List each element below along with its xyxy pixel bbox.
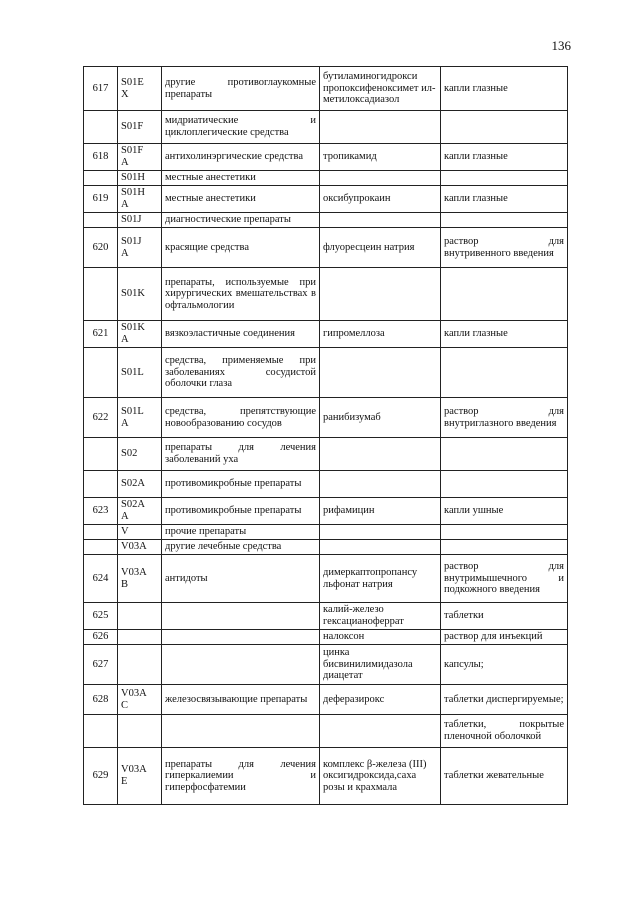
row-number (84, 525, 118, 540)
atc-code: S02A A (118, 498, 162, 525)
group-name: противомикробные препараты (162, 498, 320, 525)
atc-code: S01F (118, 111, 162, 144)
group-name: прочие препараты (162, 525, 320, 540)
dosage-form: таблетки, покрытые пленочной оболочкой (441, 715, 568, 748)
group-name: препараты, используемые при хирургических вмешательствах в офтальмологии (162, 268, 320, 321)
substance-name: цинка бисвинилимидазола диацетат (320, 645, 441, 685)
dosage-form (441, 438, 568, 471)
atc-code: V03A E (118, 748, 162, 805)
dosage-form: таблетки диспергируемые; (441, 685, 568, 715)
row-number: 618 (84, 144, 118, 171)
table-row (84, 471, 568, 498)
substance-name: деферазирокс (320, 685, 441, 715)
atc-code (118, 603, 162, 630)
table-row (84, 111, 568, 144)
atc-code (118, 715, 162, 748)
substance-name (320, 471, 441, 498)
group-name (162, 630, 320, 645)
group-name (162, 603, 320, 630)
table-row (84, 498, 568, 525)
atc-code: S01J A (118, 228, 162, 268)
row-number: 620 (84, 228, 118, 268)
dosage-form (441, 268, 568, 321)
row-number (84, 471, 118, 498)
row-number (84, 348, 118, 398)
row-number: 624 (84, 555, 118, 603)
substance-name (320, 111, 441, 144)
table-row (84, 321, 568, 348)
drug-table (83, 66, 568, 805)
dosage-form (441, 540, 568, 555)
group-name: красящие средства (162, 228, 320, 268)
row-number: 619 (84, 186, 118, 213)
substance-name: флуоресцеин натрия (320, 228, 441, 268)
substance-name: димеркаптопропансу льфонат натрия (320, 555, 441, 603)
atc-code: S02A (118, 471, 162, 498)
group-name: другие лечебные средства (162, 540, 320, 555)
atc-code: S01K A (118, 321, 162, 348)
group-name: средства, препятствующие новообразованию сосудов (162, 398, 320, 438)
atc-code: S02 (118, 438, 162, 471)
group-name: диагностические препараты (162, 213, 320, 228)
table-row (84, 645, 568, 685)
group-name: железосвязывающие препараты (162, 685, 320, 715)
row-number (84, 111, 118, 144)
substance-name: комплекс β-железа (III) оксигидроксида,саха розы и крахмала (320, 748, 441, 805)
row-number: 622 (84, 398, 118, 438)
atc-code: S01L (118, 348, 162, 398)
atc-code: V03A (118, 540, 162, 555)
table-row (84, 213, 568, 228)
atc-code: S01L A (118, 398, 162, 438)
table-row (84, 268, 568, 321)
table-row (84, 555, 568, 603)
row-number (84, 268, 118, 321)
dosage-form (441, 525, 568, 540)
atc-code: V03A B (118, 555, 162, 603)
group-name: местные анестетики (162, 171, 320, 186)
table-row (84, 630, 568, 645)
group-name: местные анестетики (162, 186, 320, 213)
table-row (84, 525, 568, 540)
atc-code: S01K (118, 268, 162, 321)
row-number (84, 438, 118, 471)
substance-name: оксибупрокаин (320, 186, 441, 213)
atc-code: S01H A (118, 186, 162, 213)
group-name: вязкоэластичные соединения (162, 321, 320, 348)
dosage-form: капли глазные (441, 67, 568, 111)
dosage-form (441, 348, 568, 398)
row-number: 623 (84, 498, 118, 525)
dosage-form: раствор для внутриглазного введения (441, 398, 568, 438)
dosage-form: раствор для внутримышечного и подкожного введения (441, 555, 568, 603)
table-row (84, 540, 568, 555)
atc-code (118, 630, 162, 645)
dosage-form: таблетки жевательные (441, 748, 568, 805)
substance-name: гипромеллоза (320, 321, 441, 348)
row-number: 621 (84, 321, 118, 348)
substance-name (320, 171, 441, 186)
group-name: антихолинэргические средства (162, 144, 320, 171)
row-number: 626 (84, 630, 118, 645)
page-number: 136 (551, 38, 571, 53)
substance-name (320, 715, 441, 748)
dosage-form: капсулы; (441, 645, 568, 685)
substance-name (320, 268, 441, 321)
table-row (84, 186, 568, 213)
row-number: 628 (84, 685, 118, 715)
atc-code: V03A C (118, 685, 162, 715)
substance-name: калий-железо гексацианоферрат (320, 603, 441, 630)
row-number (84, 213, 118, 228)
substance-name (320, 348, 441, 398)
group-name (162, 645, 320, 685)
group-name (162, 715, 320, 748)
row-number (84, 715, 118, 748)
row-number: 629 (84, 748, 118, 805)
table-row (84, 685, 568, 715)
substance-name: тропикамид (320, 144, 441, 171)
substance-name (320, 540, 441, 555)
atc-code: S01E X (118, 67, 162, 111)
table-row (84, 348, 568, 398)
atc-code: V (118, 525, 162, 540)
group-name: другие противоглаукомные препараты (162, 67, 320, 111)
substance-name (320, 213, 441, 228)
dosage-form (441, 471, 568, 498)
table-row (84, 398, 568, 438)
table-row (84, 438, 568, 471)
dosage-form: капли глазные (441, 186, 568, 213)
dosage-form: раствор для инъекций (441, 630, 568, 645)
table-row (84, 228, 568, 268)
row-number: 627 (84, 645, 118, 685)
dosage-form (441, 171, 568, 186)
substance-name (320, 525, 441, 540)
row-number (84, 171, 118, 186)
group-name: противомикробные препараты (162, 471, 320, 498)
row-number (84, 540, 118, 555)
group-name: мидриатические и циклоплегические средства (162, 111, 320, 144)
table-row (84, 144, 568, 171)
group-name: средства, применяемые при заболеваниях сосудистой оболочки глаза (162, 348, 320, 398)
group-name: антидоты (162, 555, 320, 603)
dosage-form: капли ушные (441, 498, 568, 525)
substance-name: налоксон (320, 630, 441, 645)
dosage-form: капли глазные (441, 144, 568, 171)
table-row (84, 67, 568, 111)
atc-code: S01J (118, 213, 162, 228)
group-name: препараты для лечения гиперкалиемии и гиперфосфатемии (162, 748, 320, 805)
atc-code: S01H (118, 171, 162, 186)
group-name: препараты для лечения заболеваний уха (162, 438, 320, 471)
dosage-form (441, 213, 568, 228)
dosage-form: капли глазные (441, 321, 568, 348)
substance-name: ранибизумаб (320, 398, 441, 438)
table-row (84, 603, 568, 630)
table-row (84, 715, 568, 748)
dosage-form: раствор для внутривенного введения (441, 228, 568, 268)
table-row (84, 171, 568, 186)
table-row (84, 748, 568, 805)
atc-code (118, 645, 162, 685)
substance-name (320, 438, 441, 471)
dosage-form: таблетки (441, 603, 568, 630)
dosage-form (441, 111, 568, 144)
atc-code: S01F A (118, 144, 162, 171)
row-number: 625 (84, 603, 118, 630)
substance-name: бутиламиногидрокси пропоксифеноксимет ил-метилоксадиазол (320, 67, 441, 111)
row-number: 617 (84, 67, 118, 111)
substance-name: рифамицин (320, 498, 441, 525)
